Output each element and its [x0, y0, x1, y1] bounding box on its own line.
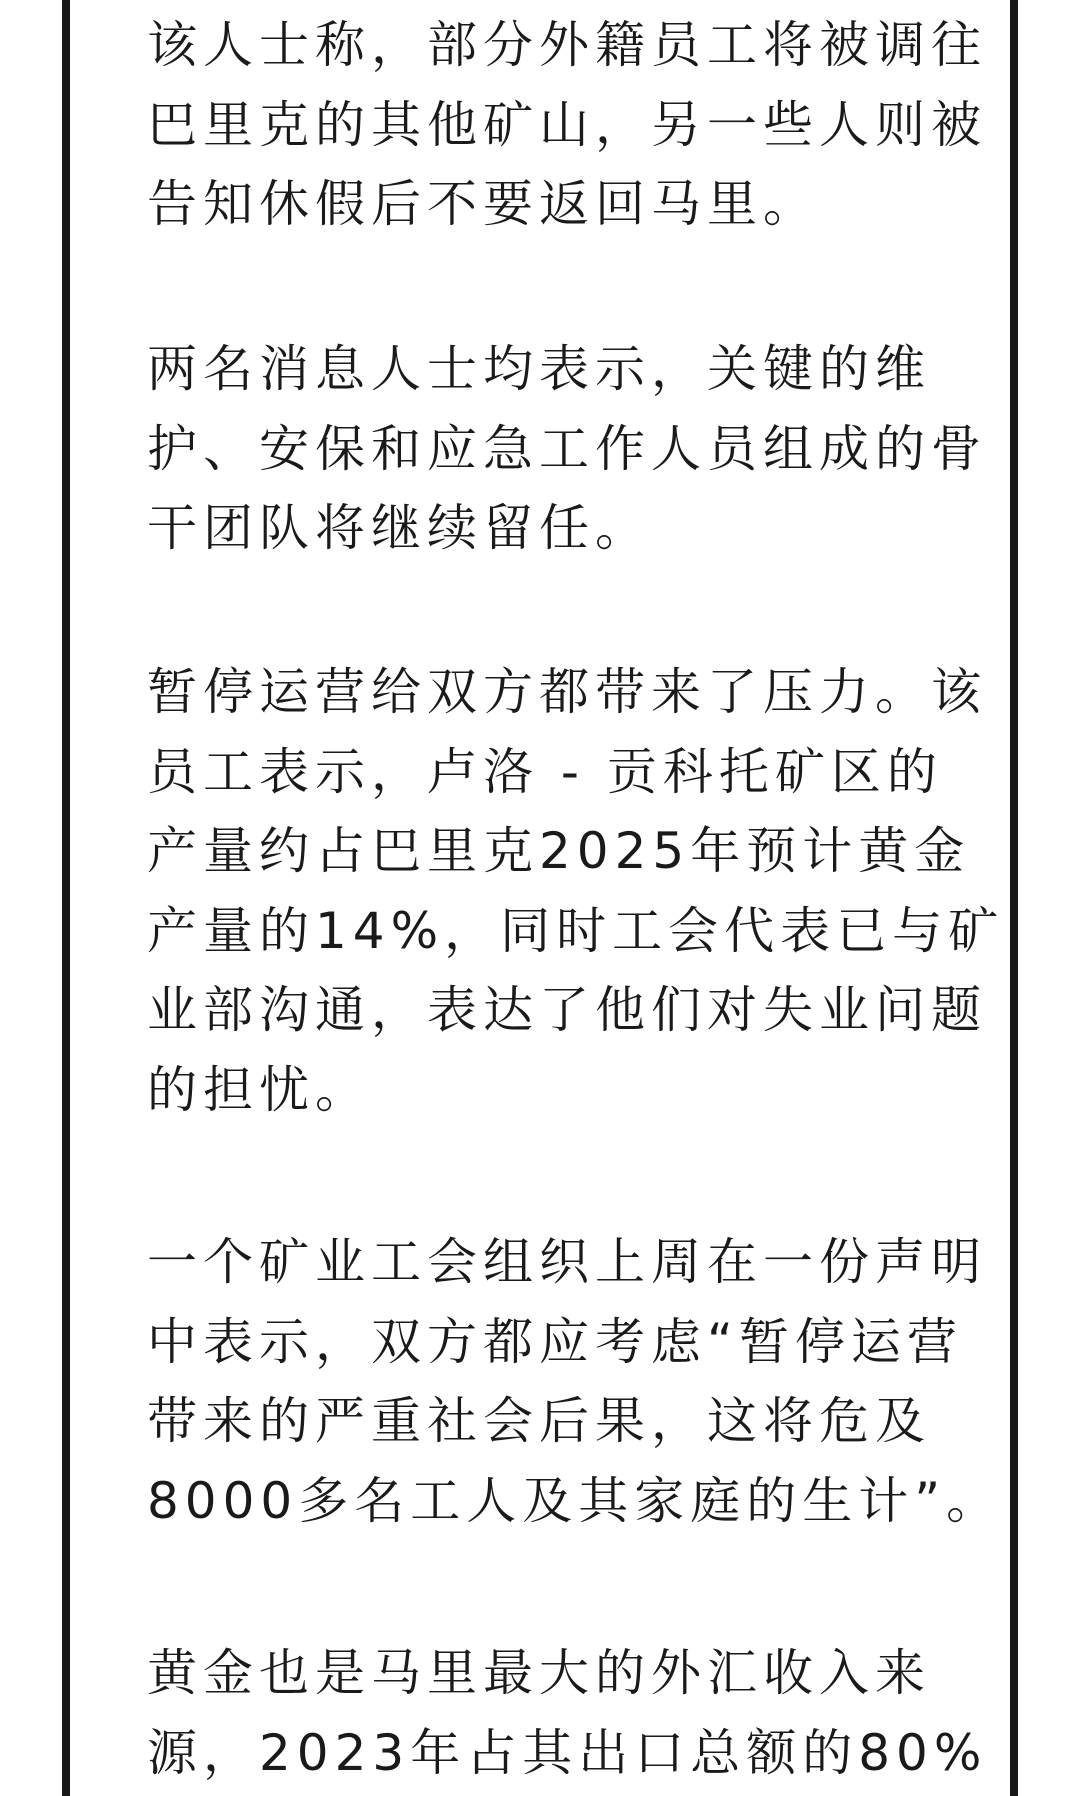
paragraph-1 [147, 6, 987, 245]
paragraph-line: 黄金也是马里最大的外汇收入来 [147, 1644, 931, 1702]
paragraph-5 [147, 1634, 987, 1793]
paragraph-line: 一个矿业工会组织上周在一份声明 [147, 1233, 987, 1291]
paragraph-line: 产量约占巴里克2025年预计黄金 [147, 822, 971, 880]
paragraph-line: 两名消息人士均表示，关键的维 [147, 340, 931, 398]
paragraph-line: 该人士称，部分外籍员工将被调往 [147, 16, 987, 74]
paragraph-line: 源，2023年占其出口总额的80% [147, 1723, 988, 1782]
paragraph-line: 员工表示，卢洛 - 贡科托矿区的 [147, 742, 943, 801]
paragraph-line: 的担忧。 [147, 1060, 371, 1119]
paragraph-line: 护、安保和应急工作人员组成的骨 [147, 419, 987, 478]
paragraph-line: 暂停运营给双方都带来了压力。该 [147, 663, 987, 721]
paragraph-line: 8000多名工人及其家庭的生计”。 [147, 1471, 1003, 1530]
frame-right-border [1010, 0, 1018, 1796]
frame-left-border [62, 0, 70, 1796]
paragraph-line: 干团队将继续留任。 [147, 499, 651, 557]
paragraph-4 [147, 1223, 1002, 1541]
paragraph-2 [147, 330, 987, 569]
paragraph-line: 巴里克的其他矿山，另一些人则被 [147, 95, 987, 154]
paragraph-line: 产量的14%，同时工会代表已与矿 [147, 901, 1005, 960]
paragraph-line: 业部沟通，表达了他们对失业问题 [147, 981, 987, 1039]
paragraph-3 [147, 653, 1004, 1130]
paragraph-line: 带来的严重社会后果，这将危及 [147, 1392, 931, 1450]
paragraph-line: 中表示，双方都应考虑“暂停运营 [147, 1312, 963, 1371]
paragraph-line: 告知休假后不要返回马里。 [147, 175, 819, 233]
